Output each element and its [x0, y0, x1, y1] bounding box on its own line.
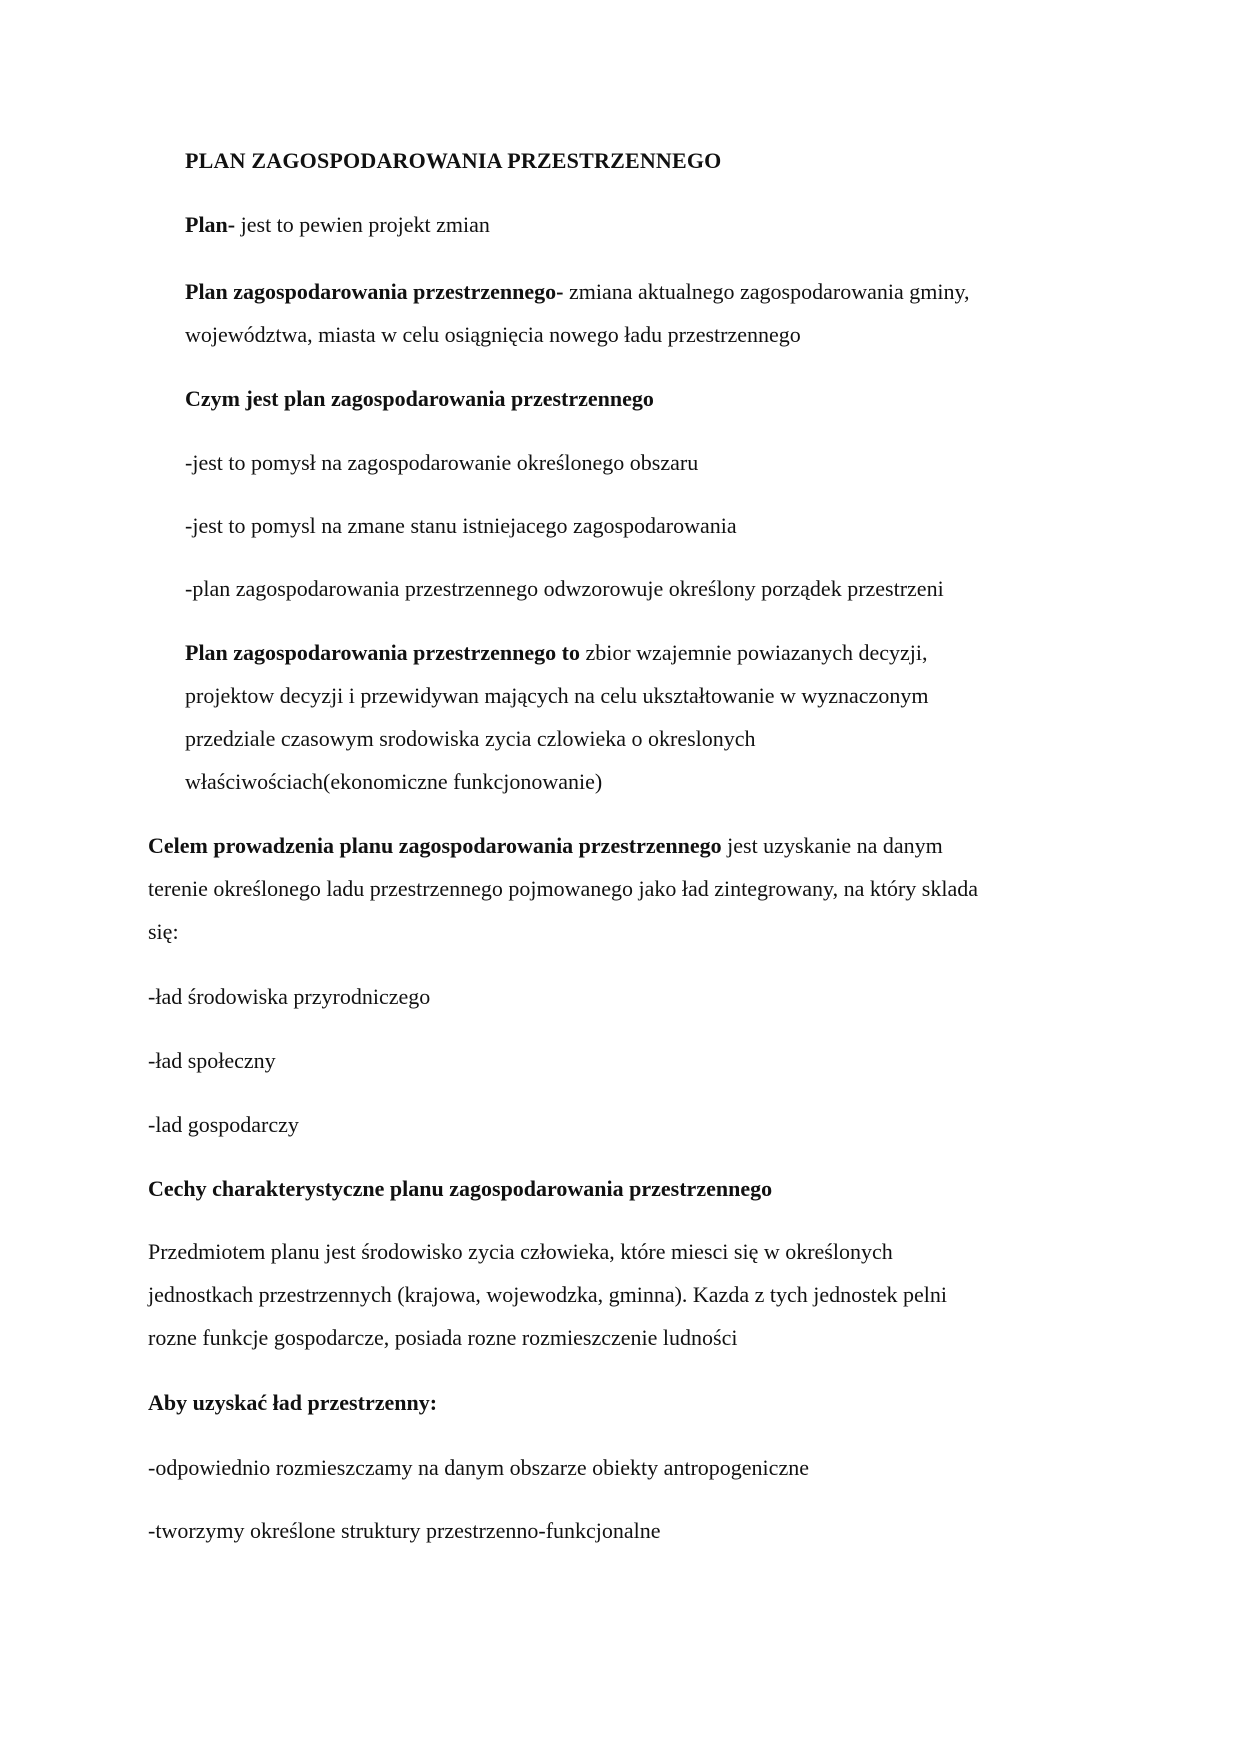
- przedmiotem-line-3: rozne funkcje gospodarcze, posiada rozne rozmieszczenie ludności: [148, 1325, 738, 1350]
- heading-aby-uzyskac: Aby uzyskać ład przestrzenny:: [148, 1390, 438, 1415]
- pzp-zbior-line-3: przedziale czasowym srodowiska zycia czlowieka o okreslonych: [185, 726, 756, 751]
- list-item-lad-3: -lad gospodarczy: [148, 1112, 299, 1137]
- term-pzp-to: Plan zagospodarowania przestrzennego to: [185, 640, 580, 665]
- list-item-lad-1: -ład środowiska przyrodniczego: [148, 984, 431, 1009]
- pzp-zbior-line-2: projektow decyzji i przewidywan mających na celu ukształtowanie w wyznaczonym: [185, 683, 929, 708]
- definition-plan: jest to pewien projekt zmian: [235, 212, 490, 237]
- pzp-definition-line-2: województwa, miasta w celu osiągnięcia nowego ładu przestrzennego: [185, 322, 801, 347]
- heading-cechy: Cechy charakterystyczne planu zagospodarowania przestrzennego: [148, 1176, 773, 1201]
- list-item-czym-1: -jest to pomysł na zagospodarowanie określonego obszaru: [185, 450, 699, 475]
- celem-line-1: [148, 824, 978, 867]
- pzp-zbior-text-1: zbior wzajemnie powiazanych decyzji,: [579, 640, 928, 665]
- paragraph-przedmiotem: [148, 1230, 947, 1359]
- list-item-czym-3: -plan zagospodarowania przestrzennego odwzorowuje określony porządek przestrzeni: [185, 576, 944, 601]
- list-item-lad-2: -ład społeczny: [148, 1048, 276, 1073]
- przedmiotem-line-1: Przedmiotem planu jest środowisko zycia człowieka, które miesci się w określonych: [148, 1239, 893, 1264]
- celem-line-3: się:: [148, 919, 179, 944]
- list-item-aby-1: -odpowiednio rozmieszczamy na danym obszarze obiekty antropogeniczne: [148, 1455, 809, 1480]
- term-plan: Plan-: [185, 212, 236, 237]
- celem-line-2: terenie określonego ladu przestrzennego pojmowanego jako ład zintegrowany, na który sklada: [148, 876, 979, 901]
- pzp-zbior-line-1: [185, 631, 928, 674]
- paragraph-pzp-zbior: [185, 631, 928, 803]
- paragraph-celem: [148, 824, 978, 953]
- paragraph-pzp-definition: [185, 270, 970, 356]
- pzp-definition-line-1: [185, 270, 970, 313]
- term-celem: Celem prowadzenia planu zagospodarowania przestrzennego: [148, 833, 722, 858]
- document-title: PLAN ZAGOSPODAROWANIA PRZESTRZENNEGO: [185, 148, 722, 173]
- list-item-aby-2: -tworzymy określone struktury przestrzenno-funkcjonalne: [148, 1518, 661, 1543]
- paragraph-plan-definition: [185, 203, 490, 246]
- pzp-zbior-line-4: właściwościach(ekonomiczne funkcjonowanie): [185, 769, 603, 794]
- term-pzp: Plan zagospodarowania przestrzennego-: [185, 279, 564, 304]
- celem-text-1: jest uzyskanie na danym: [721, 833, 943, 858]
- heading-czym-jest: Czym jest plan zagospodarowania przestrzennego: [185, 386, 654, 411]
- pzp-definition-text-1: zmiana aktualnego zagospodarowania gminy,: [563, 279, 970, 304]
- list-item-czym-2: -jest to pomysl na zmane stanu istniejacego zagospodarowania: [185, 513, 737, 538]
- przedmiotem-line-2: jednostkach przestrzennych (krajowa, wojewodzka, gminna). Kazda z tych jednostek pelni: [148, 1282, 948, 1307]
